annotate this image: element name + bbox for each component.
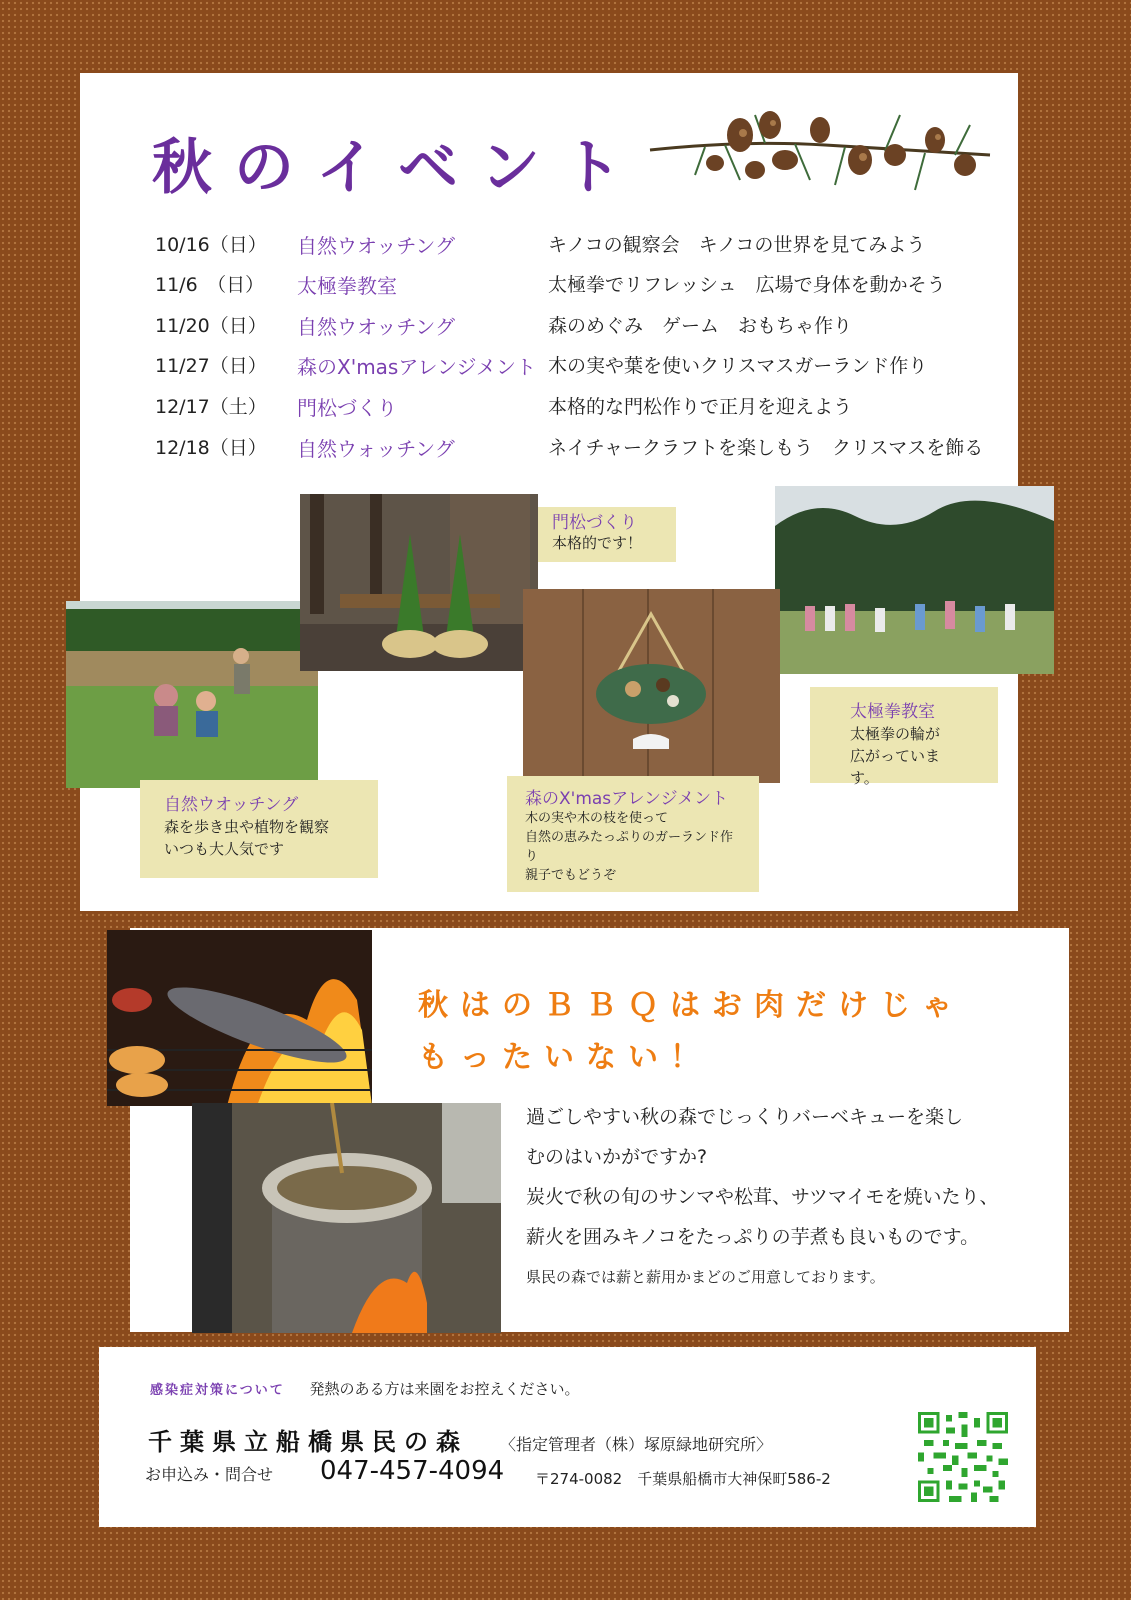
bbq-grill-photo: [107, 930, 372, 1106]
caption-line: いつも大人気です: [164, 840, 285, 858]
event-description: 森のめぐみ ゲーム おもちゃ作り: [548, 315, 853, 337]
bbq-text-line: 薪火を囲みキノコをたっぷりの芋煮も良いものです。: [526, 1226, 980, 1248]
event-name: 自然ウオッチング: [297, 315, 455, 339]
caption-line: 広がっています。: [850, 747, 941, 787]
event-name: 自然ウオッチング: [297, 234, 455, 258]
qr-code-icon[interactable]: [918, 1412, 1008, 1502]
event-date: 11/6 （日）: [155, 274, 265, 296]
caption-line: 木の実や木の枝を使って: [525, 811, 669, 826]
kadomatsu-photo: [300, 494, 538, 671]
event-date: 11/20（日）: [155, 315, 267, 337]
caption-title: 自然ウオッチング: [164, 795, 299, 815]
address: 〒274-0082 千葉県船橋市大神保町586-2: [535, 1470, 831, 1488]
caption-nature: [140, 780, 378, 878]
nature-watching-photo: [66, 601, 318, 788]
event-date: 12/17（土）: [155, 396, 267, 418]
bbq-text-line: 過ごしやすい秋の森でじっくりバーベキューを楽し: [526, 1106, 964, 1128]
bbq-text-line: むのはいかがですか?: [526, 1146, 708, 1168]
caption-title: 森のX'masアレンジメント: [525, 789, 729, 809]
event-description: ネイチャークラフトを楽しもう クリスマスを飾る: [548, 437, 984, 459]
organization-name: 千葉県立船橋県民の森: [148, 1428, 468, 1456]
page-title: 秋のイベント: [152, 133, 644, 203]
bbq-text-line: 炭火で秋の旬のサンマや松茸、サツマイモを焼いたり、: [526, 1186, 999, 1208]
event-date: 11/27（日）: [155, 355, 267, 377]
event-date: 10/16（日）: [155, 234, 267, 256]
caption-line: 太極拳の輪が: [850, 725, 941, 743]
pine-cone-branch-decoration: [645, 95, 995, 205]
bbq-title: [418, 980, 978, 1084]
manager-name: 〈指定管理者（株）塚原緑地研究所〉: [500, 1435, 773, 1454]
caption-line: 本格的です！: [552, 534, 643, 552]
bbq-title-line: もったいない！: [418, 1040, 712, 1075]
event-name: 森のX'masアレンジメント: [297, 355, 536, 379]
contact-label: お申込み・問合せ: [145, 1465, 274, 1484]
caption-kadomatsu: [538, 507, 676, 562]
infection-notice: [150, 1378, 580, 1399]
caption-xmas: [507, 776, 759, 892]
notice-label: 感染症対策について: [150, 1383, 285, 1398]
caption-taikyoku: [810, 687, 998, 787]
xmas-garland-photo: [523, 589, 780, 783]
event-description: キノコの観察会 キノコの世界を見てみよう: [548, 234, 926, 256]
bbq-description: [526, 1097, 999, 1297]
tai-chi-photo: [775, 486, 1054, 674]
bbq-title-line: 秋はのＢＢＱはお肉だけじゃ: [418, 988, 964, 1023]
bbq-note: 県民の森では薪と薪用かまどのご用意しております。: [526, 1268, 885, 1286]
firepot-photo: [192, 1103, 501, 1333]
phone-number[interactable]: 047-457-4094: [320, 1456, 505, 1486]
caption-line: 森を歩き虫や植物を観察: [164, 818, 330, 836]
event-description: 本格的な門松作りで正月を迎えよう: [548, 396, 853, 418]
caption-title: 太極拳教室: [850, 702, 935, 722]
event-date: 12/18（日）: [155, 437, 267, 459]
event-name: 門松づくり: [297, 396, 397, 420]
caption-title: 門松づくり: [552, 513, 637, 533]
caption-line: 自然の恵みたっぷりのガーランド作り: [525, 830, 734, 864]
event-description: 太極拳でリフレッシュ 広場で身体を動かそう: [548, 274, 946, 296]
notice-text: 発熱のある方は来園をお控えください。: [309, 1380, 580, 1398]
caption-line: 親子でもどうぞ: [525, 868, 617, 883]
event-name: 自然ウォッチング: [297, 437, 455, 461]
event-name: 太極拳教室: [297, 274, 397, 298]
event-description: 木の実や葉を使いクリスマスガーランド作り: [548, 355, 928, 377]
